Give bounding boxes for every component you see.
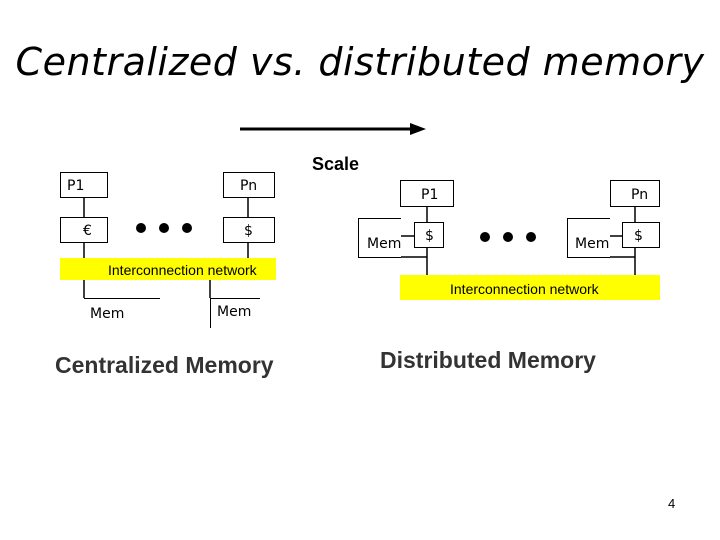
ellipsis-dot	[480, 232, 490, 242]
centralized-memory-left	[84, 298, 160, 328]
ellipsis-dot	[503, 232, 513, 242]
scale-arrow	[240, 123, 426, 135]
centralized-cache-last	[223, 217, 275, 243]
distributed-network-label: Interconnection network	[450, 281, 599, 297]
distributed-processor-p1	[400, 180, 454, 207]
distributed-memory-last-label: Mem	[575, 236, 610, 252]
scale-label: Scale	[312, 154, 360, 174]
centralized-memory-right	[210, 298, 260, 328]
distributed-cache-last-label: $	[634, 228, 643, 244]
centralized-memory-right-label: Mem	[217, 304, 252, 320]
distributed-cache-first-label: $	[425, 228, 434, 244]
distributed-heading: Distributed Memory	[380, 347, 596, 373]
ellipsis-dot	[182, 223, 192, 233]
centralized-processor-p1	[60, 172, 108, 198]
ellipsis-dot	[136, 223, 146, 233]
distributed-cache-first	[414, 222, 444, 248]
ellipsis-dot	[526, 232, 536, 242]
distributed-processor-pn	[610, 180, 660, 207]
centralized-processor-pn	[223, 172, 275, 198]
distributed-memory-last	[567, 218, 610, 258]
centralized-cache-first	[60, 217, 108, 243]
distributed-processor-p1-label: P1	[421, 187, 439, 203]
distributed-memory-first	[358, 218, 401, 258]
centralized-cache-first-label: €	[83, 223, 92, 239]
page-number: 4	[668, 496, 676, 511]
distributed-processor-pn-label: Pn	[631, 187, 649, 203]
centralized-wires	[84, 198, 248, 298]
ellipsis-dot	[159, 223, 169, 233]
distributed-memory-first-label: Mem	[367, 236, 402, 252]
centralized-interconnection-network	[60, 258, 276, 280]
slide-title: Centralized vs. distributed memory	[15, 40, 705, 84]
distributed-interconnection-network	[400, 275, 660, 300]
distributed-cache-last	[622, 222, 660, 248]
centralized-processor-p1-label: P1	[67, 178, 85, 194]
centralized-memory-left-label: Mem	[90, 306, 125, 322]
centralized-heading: Centralized Memory	[55, 352, 274, 378]
centralized-processor-pn-label: Pn	[240, 178, 258, 194]
centralized-cache-last-label: $	[244, 223, 253, 239]
centralized-network-label: Interconnection network	[108, 262, 257, 278]
